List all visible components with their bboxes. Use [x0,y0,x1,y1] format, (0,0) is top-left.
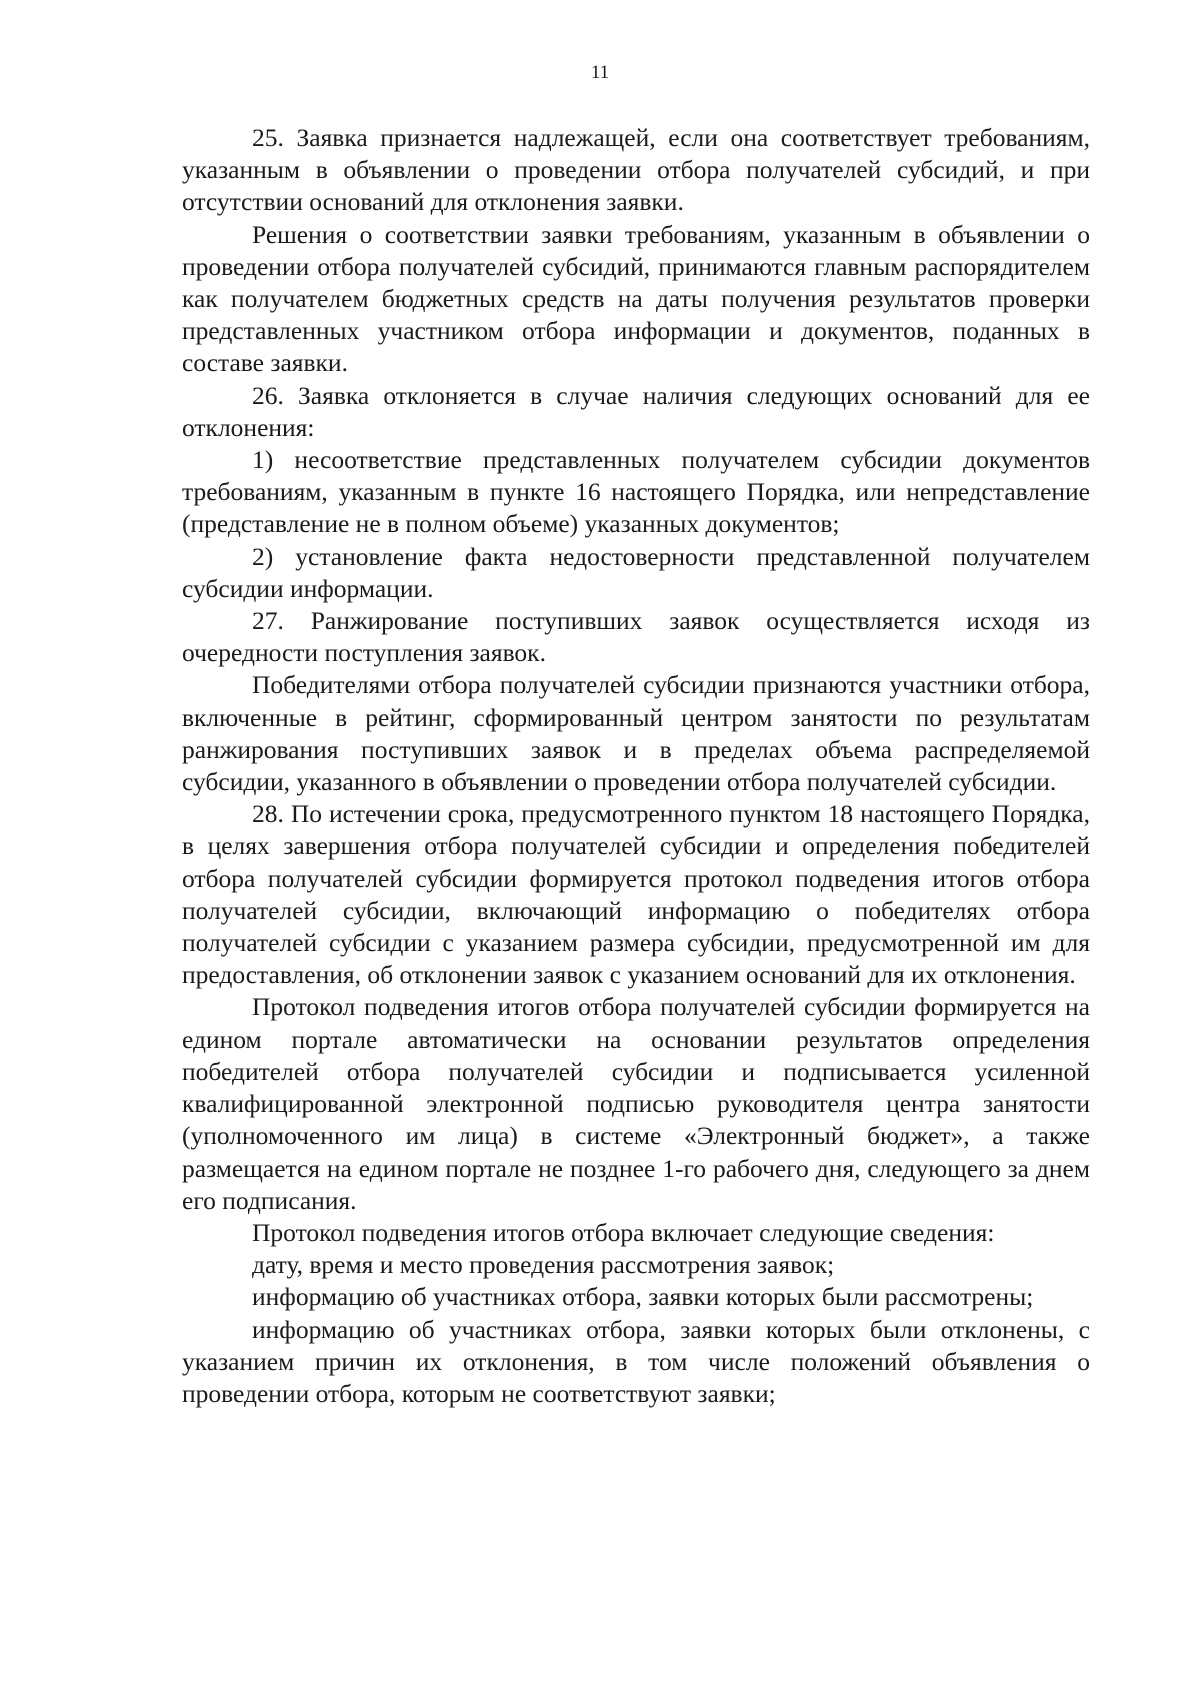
list-item-reviewed: информацию об участниках отбора, заявки которых были рассмотрены; [252,1282,1034,1312]
paragraph-28: 28. По истечении срока, предусмотренного пунктом 18 настоящего Порядка, в целях завершения отбора получателей субсидии и определения победителей отбора получателей субсидии формируется протокол подведения итогов отбора получателей субсидии, включающий информацию о победителях отбора получателей субсидии с указанием размера субсидии, предусмотренной им для предоставления, об отклонении заявок с указанием оснований для их отклонения. [182,799,1090,990]
paragraph-winners: Победителями отбора получателей субсидии признаются участники отбора, включенные в рейтинг, сформированный центром занятости по результатам ранжирования поступивших заявок и в пределах объема распределяемой субсидии, указанного в объявлении о проведении отбора получателей субсидии. [182,670,1090,797]
page-number: 11 [590,62,610,83]
list-item-date: дату, время и место проведения рассмотрения заявок; [252,1250,835,1280]
list-item-rejected: информацию об участниках отбора, заявки которых были отклонены, с указанием причин их отклонения, в том числе положений объявления о проведении отбора, которым не соответствуют заявки; [182,1314,1090,1408]
paragraph-protocol-contents: Протокол подведения итогов отбора включает следующие сведения: [252,1217,995,1247]
paragraph-25: 25. Заявка признается надлежащей, если она соответствует требованиям, указанным в объявлении о проведении отбора получателей субсидий, и при отсутствии оснований для отклонения заявки. [182,123,1090,217]
paragraph-decisions: Решения о соответствии заявки требованиям, указанным в объявлении о проведении отбора получателей субсидий, принимаются главным распорядителем как получателем бюджетных средств на даты получения результатов проверки представленных участником отбора информации и документов, поданных в составе заявки. [182,219,1090,378]
paragraph-27: 27. Ранжирование поступивших заявок осуществляется исходя из очередности поступления заявок. [182,606,1090,668]
paragraph-26: 26. Заявка отклоняется в случае наличия следующих оснований для ее отклонения: [182,380,1090,442]
paragraph-protocol: Протокол подведения итогов отбора получателей субсидии формируется на едином портале автоматически на основании результатов определения победителей отбора получателей субсидии и подписывается усиленной квалифицированной электронной подписью руководителя центра занятости (уполномоченного им лица) в системе «Электронный бюджет», а также размещается на едином портале не позднее 1-го рабочего дня, следующего за днем его подписания. [182,992,1090,1215]
document-body [182,122,1090,1410]
list-item-1: 1) несоответствие представленных получателем субсидии документов требованиям, указанным в пункте 16 настоящего Порядка, или непредставление (представление не в полном объеме) указанных документов; [182,445,1090,539]
list-item-2: 2) установление факта недостоверности представленной получателем субсидии информации. [182,541,1090,603]
